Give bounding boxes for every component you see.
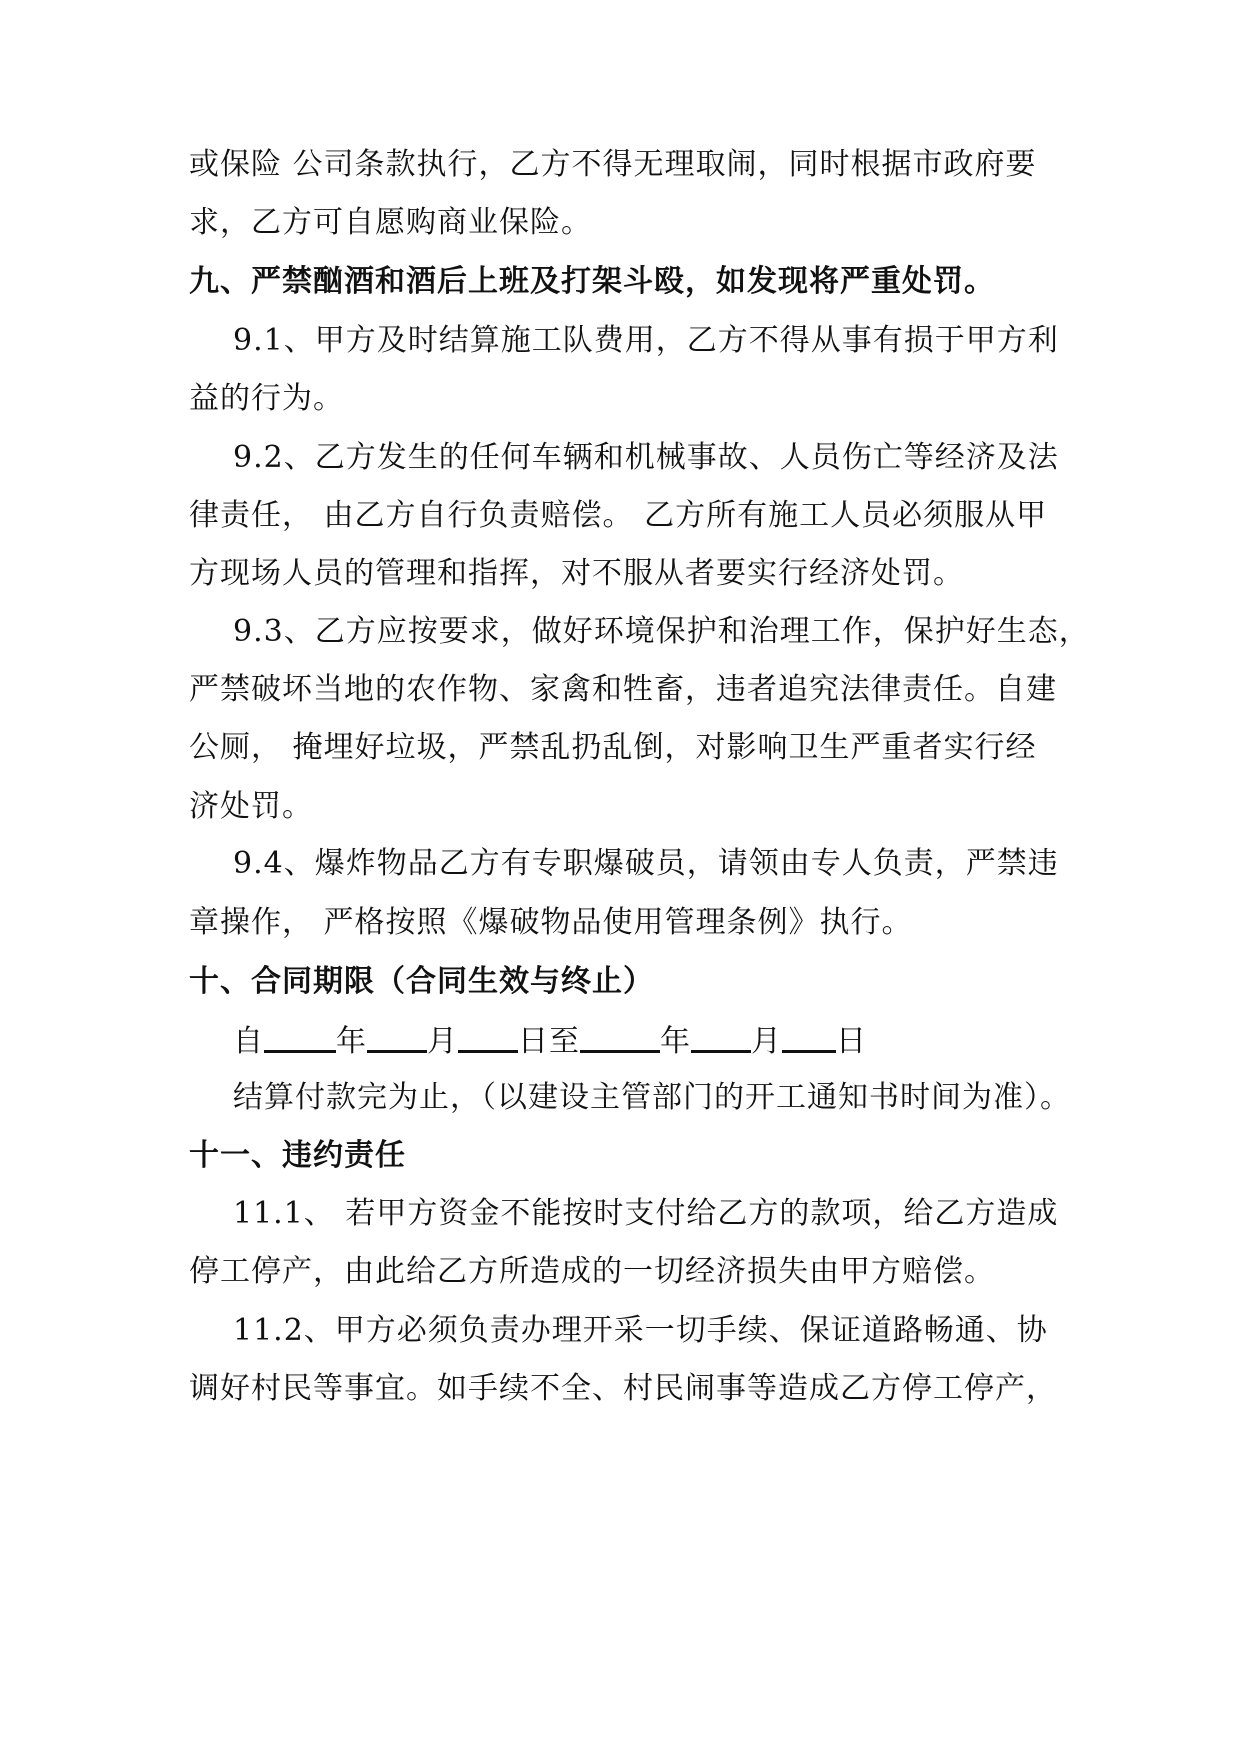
month-label: 月 <box>427 1024 458 1059</box>
year-blank <box>264 1020 336 1053</box>
text-line: 方现场人员的管理和指挥，对不服从者要实行经济处罚。 <box>189 556 964 591</box>
year-blank <box>580 1020 660 1053</box>
day-to-label: 日至 <box>518 1024 580 1059</box>
text-line: 济处罚。 <box>189 789 313 824</box>
date-from-label: 自 <box>233 1024 264 1059</box>
month-label: 月 <box>751 1024 782 1059</box>
text-line: 章操作， 严格按照《爆破物品使用管理条例》执行。 <box>189 905 913 940</box>
month-blank <box>691 1020 751 1053</box>
text-line: 或保险 公司条款执行，乙方不得无理取闹，同时根据市政府要 <box>189 147 1037 182</box>
section-heading-11: 十一、违约责任 <box>189 1138 406 1173</box>
text-line: 益的行为。 <box>189 381 344 416</box>
year-label: 年 <box>660 1024 691 1059</box>
text-line: 公厕， 掩埋好垃圾，严禁乱扔乱倒，对影响卫生严重者实行经 <box>189 730 1037 765</box>
clause-11-2: 11.2、甲方必须负责办理开采一切手续、保证道路畅通、协 <box>233 1313 1048 1348</box>
day-blank <box>782 1020 836 1053</box>
clause-9-4: 9.4、爆炸物品乙方有专职爆破员，请领由专人负责，严禁违 <box>233 846 1059 881</box>
clause-9-3: 9.3、乙方应按要求，做好环境保护和治理工作，保护好生态， <box>233 614 1090 649</box>
clause-9-2: 9.2、乙方发生的任何车辆和机械事故、人员伤亡等经济及法 <box>233 440 1059 475</box>
day-blank <box>458 1020 518 1053</box>
section-heading-10: 十、合同期限（合同生效与终止） <box>189 964 654 999</box>
text-line: 严禁破坏当地的农作物、家禽和牲畜，违者追究法律责任。自建 <box>189 672 1057 707</box>
text-line: 求，乙方可自愿购商业保险。 <box>189 205 592 240</box>
text-line: 停工停产，由此给乙方所造成的一切经济损失由甲方赔偿。 <box>189 1254 995 1289</box>
text-line: 律责任， 由乙方自行负责赔偿。 乙方所有施工人员必须服从甲 <box>189 498 1048 533</box>
text-line: 结算付款完为止，（以建设主管部门的开工通知书时间为准）。 <box>233 1080 1071 1115</box>
text-line: 调好村民等事宜。如手续不全、村民闹事等造成乙方停工停产， <box>189 1371 1057 1406</box>
clause-11-1: 11.1、 若甲方资金不能按时支付给乙方的款项，给乙方造成 <box>233 1196 1059 1231</box>
section-heading-9: 九、严禁酗酒和酒后上班及打架斗殴，如发现将严重处罚。 <box>189 264 995 299</box>
clause-9-1: 9.1、甲方及时结算施工队费用，乙方不得从事有损于甲方利 <box>233 323 1059 358</box>
contract-date-line <box>233 1020 867 1062</box>
month-blank <box>367 1020 427 1053</box>
day-label: 日 <box>836 1024 867 1059</box>
year-label: 年 <box>336 1024 367 1059</box>
